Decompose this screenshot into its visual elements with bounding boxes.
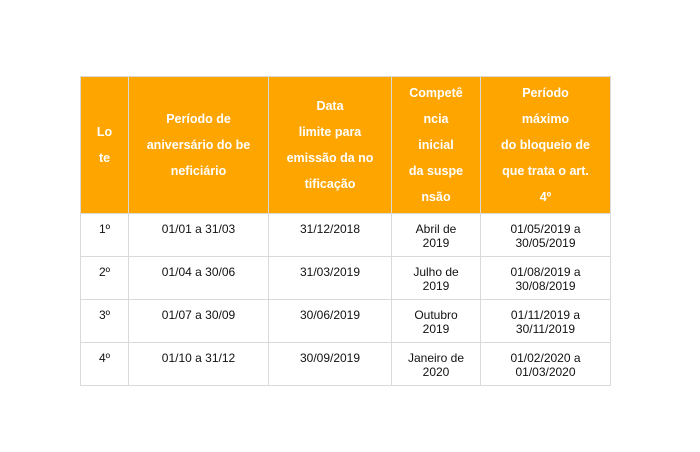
cell-text: Outubro 2019	[414, 308, 458, 336]
cell-text: 01/04 a 30/06	[161, 265, 236, 279]
cell-text: 1º	[98, 222, 111, 236]
header-lote-text: Lo te	[96, 125, 113, 165]
lote-table-container	[80, 76, 610, 386]
cell-periodo-maximo	[481, 343, 611, 386]
cell-periodo-maximo	[481, 257, 611, 300]
lote-table	[80, 76, 611, 386]
cell-competencia	[392, 257, 481, 300]
cell-lote	[81, 214, 129, 257]
cell-competencia	[392, 214, 481, 257]
cell-text: 01/02/2020 a 01/03/2020	[510, 351, 581, 379]
cell-periodo-maximo	[481, 214, 611, 257]
header-periodo-aniversario	[129, 77, 269, 214]
cell-competencia	[392, 300, 481, 343]
table-header	[81, 77, 611, 214]
cell-lote	[81, 343, 129, 386]
header-data-limite	[269, 77, 392, 214]
cell-lote	[81, 300, 129, 343]
table-row	[81, 214, 611, 257]
cell-text: 3º	[98, 308, 111, 322]
cell-text: Julho de 2019	[413, 265, 459, 293]
header-competencia-text: Competê ncia inicial da suspe nsão	[408, 86, 464, 204]
cell-text: Janeiro de 2020	[407, 351, 465, 379]
cell-text: 31/03/2019	[299, 265, 361, 279]
header-periodo-maximo-text: Período máximo do bloqueio de que trata o art. 4º	[501, 86, 590, 204]
cell-periodo-aniversario	[129, 214, 269, 257]
cell-text: 01/11/2019 a 30/11/2019	[510, 308, 581, 336]
header-data-limite-text: Data limite para emissão da no tificação	[286, 99, 374, 191]
cell-data-limite	[269, 343, 392, 386]
cell-text: 01/05/2019 a 30/05/2019	[510, 222, 581, 250]
cell-text: 31/12/2018	[299, 222, 361, 236]
cell-periodo-aniversario	[129, 343, 269, 386]
cell-text: 01/07 a 30/09	[161, 308, 236, 322]
cell-periodo-maximo	[481, 300, 611, 343]
cell-data-limite	[269, 300, 392, 343]
cell-text: 4º	[98, 351, 111, 365]
cell-periodo-aniversario	[129, 300, 269, 343]
table-body	[81, 214, 611, 386]
cell-text: 01/08/2019 a 30/08/2019	[510, 265, 581, 293]
header-periodo-maximo	[481, 77, 611, 214]
table-row	[81, 300, 611, 343]
cell-text: Abril de 2019	[415, 222, 457, 250]
cell-text: 30/09/2019	[299, 351, 361, 365]
cell-periodo-aniversario	[129, 257, 269, 300]
table-row	[81, 257, 611, 300]
cell-text: 30/06/2019	[299, 308, 361, 322]
cell-text: 01/01 a 31/03	[161, 222, 236, 236]
cell-competencia	[392, 343, 481, 386]
cell-data-limite	[269, 214, 392, 257]
cell-data-limite	[269, 257, 392, 300]
header-lote	[81, 77, 129, 214]
header-periodo-aniversario-text: Período de aniversário do be neficiário	[146, 112, 251, 178]
header-row	[81, 77, 611, 214]
cell-text: 01/10 a 31/12	[161, 351, 236, 365]
header-competencia	[392, 77, 481, 214]
cell-text: 2º	[98, 265, 111, 279]
table-row	[81, 343, 611, 386]
cell-lote	[81, 257, 129, 300]
